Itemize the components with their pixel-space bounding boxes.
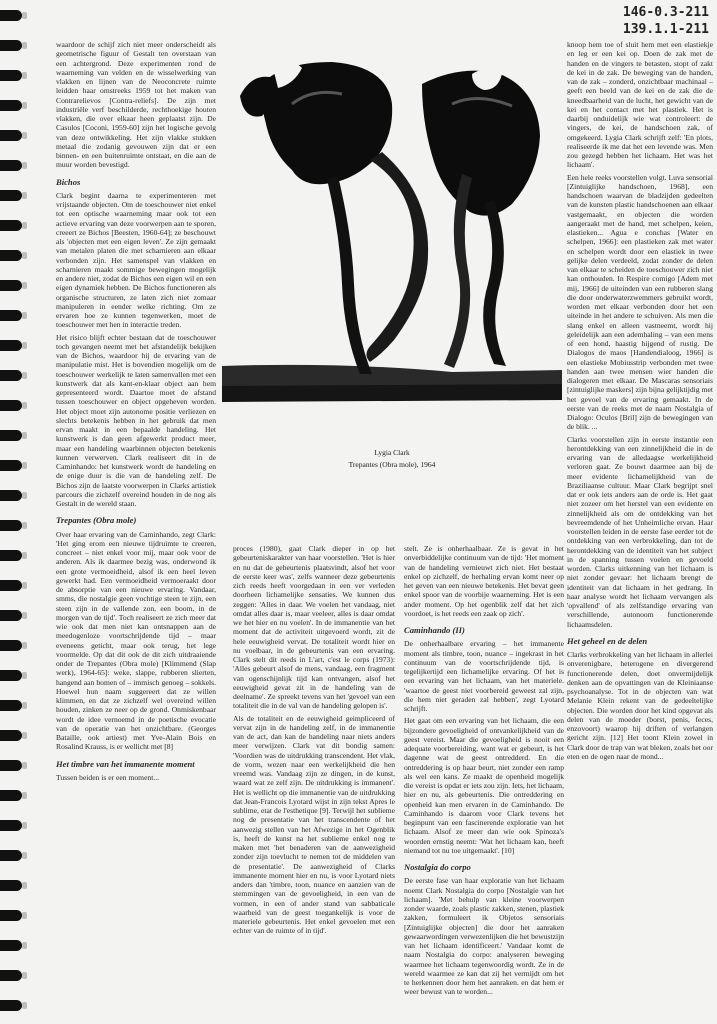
binding-hole: [22, 102, 27, 109]
binding-hole: [22, 402, 27, 409]
binding-hole: [22, 582, 27, 589]
binding-hole: [22, 882, 27, 889]
paragraph: knoop hem toe of sluit hem met een elastiekje en leg er een kei op. Doen de zak met de handen en de vingers te betasten, stopt of zakt de kei in de zak. De beweging van de handen, van de zak – zonderd, onzichtbaar machinaal – geeft een beeld van de kei en de zak die de kneedbaarheid van de lucht, het gewicht van de kei en het contact met het plastiek. Het is daarbij onduidelijk wie wat controleert: de vingers, de kei, de handschoen zak, of omgekeerd. Lygia Clark schrijft zelf: 'En plots, realiseerde ik me dat het een levende was. Men zou gezegd hebben het lichaam. Het was het lichaam'.: [567, 40, 713, 170]
binding-ring: [0, 430, 22, 441]
artwork-photo: [222, 44, 562, 444]
binding-hole: [22, 462, 27, 469]
figure-artist: Lygia Clark: [374, 448, 410, 457]
binding-ring: [0, 730, 22, 741]
paragraph: Clarks verbrokkeling van het lichaam in allerlei onverenigbare, heterogene en divergerend functionerende delen, doet onvermijdelijk denken aan de opvattingen van de Kleiniaanse psychoanalyse. Tot in de objecten van wat Melanie Klein rekent van de gedeeltelijke objecten. Die worden door het kind opgevat als delen van de moeder (borst, penis, feces, enzovoort) waarop hij driften of verlangen gericht zijn. [12] Het toont Klein zowel in Clark door de trap van wat bleken, zoals het oor eten en de ogen naar de mond...: [567, 650, 713, 761]
paragraph: De eerste fase van haar exploratie van het lichaam noemt Clark Nostalgia do corpo [Nostalgie van het lichaam]. 'Met behulp van kleine voorwerpen zonder waarde, zoals plastic zakken, stenen, plastiek zakken, formuleert ik Objetos sensoriais [Zintuiglijke objecten] die door het aanraken gewaarwordingen verwezenlijken die het bewustzijn van het lichaam identificeert.' Vandaar komt de naam Nostalgia do corpo: analyseren beweging waarmee het lichaam tegenwoordig wordt. Ze in de wereld waarmee ze kan dat zij het vermijdt om het te herkennen door hem het aanraken. en dat hem er weer bewust van te worden...: [404, 876, 564, 997]
binding-ring: [0, 490, 22, 501]
section-heading: Trepantes (Obra mole): [56, 515, 137, 526]
binding-hole: [22, 762, 27, 769]
binding-ring: [0, 580, 22, 591]
binding-hole: [22, 432, 27, 439]
binding-hole: [22, 552, 27, 559]
paragraph: Een hele reeks voorstellen volgt. Luva sensorial [Zintuiglijke handschoen, 1968], een handschoen waarvan de bladzijden gedeelten van de kunsten plastic handschoenen aan elkaar vastgemaakt, en objecten die worden aangeraakt met de hand, met schelpen, keien, elastieken... Agua e conchas [Water en schelpen, 1966]: een plastieken zak met water en schelpen wordt door een elastiek in twee gelijke delen verdeeld, zodat zonder de delen van elkaar te scheiden de toeschouwer zich niet kan onthouden. In Respire comigo [Adem met mij, 1966] de uiteinden van een rubberen slang die door onderwaterzwemmers gebruikt wordt, worden met elkaar verbonden door het een uiteinde in het andere te schuiven. Als men die slang enkel en alleen vastneemt, wordt hij geleidelijk aan een ademhaling – van een mens of een hond, haastig hijgend of rustig. De Dialogos de maos [Handendialoog, 1966] is een elastieke Mobiusstrip verbonden met twee handen aan twee mensen wier handen die dialogeren met elkaar. De Mascaras sensoriais [zintuiglijke maskers] zijn bijna gelijktijdig met het gevoel van de ervaring gemaakt. In de eerste van de reeks met de naam Nostalgia of Dialogo: Oculos [Bril] zijn de bewegingen van de blik. ...: [567, 172, 713, 432]
binding-hole: [22, 252, 27, 259]
binding-ring: [0, 130, 22, 141]
binding-hole: [22, 342, 27, 349]
binding-hole: [22, 1002, 27, 1009]
binding-ring: [0, 940, 22, 951]
paragraph: Over haar ervaring van de Caminhando, zegt Clark: 'Het ging erom een nieuwe tijdruimte te creeren, concreet – niet enkel voor mij, maar ook voor de anderen. Als ik daarmee bezig was, onderwond ik een grote vermoeidheid, alsof ik een heel leven gewerkt had. Een vermoeidheid vermoeraakt door de absorptie van een nieuwe ervaring. Vandaar, smms, die nostalgie geen vochtige steen te zijn, een steen zijn in de vallende zon, een boom, in de morgen van de tijd'. Toch realiseert ze zich meer dat wie ook dat men niet kan ontsnappen aan de meedogenloze voortschrijdende tijd – maar eveneens geticht, maar ook terug, het lege voormelde. Op dat dit ook de dit zich uitdraaiende onder de Trepantes (Obra mole) [Klimmend (Slap werk), 1964-65]: weke, slappe, rubberen slierten, hangend aan bomen of – immisch genoeg – sokkels. Hoewel hun naam suggereert dat ze willen klimmen, en dat ze zichzelf wel overeind willen houden, zinken ze neer op de grond. Onmiskenbaar wordt de idee vernoemd in de poetische evocatie van de operatie van het onzichtbare. (Georges Bataille, ook artiest) met Yve-Alain Bois en Rosalind Krauss, is er wellicht met [8]: [56, 529, 216, 752]
binding-ring: [0, 640, 22, 651]
binding-hole: [22, 672, 27, 679]
binding-hole: [22, 792, 27, 799]
section-heading: Het timbre van het immanente moment: [56, 758, 195, 769]
binding-ring: [0, 310, 22, 321]
note-line-2: 139.1.1-211: [622, 22, 709, 37]
figure-title: Trepantes (Obra mole), 1964: [348, 460, 436, 469]
paragraph: proces (1980), gaat Clark dieper in op het gebeurteniskarakter van haar voorstellen. 'Het is hier en nu dat de gebeurtenis plaatsvindt, alsof het voor de eerste keer was', zelfs wanneer deze gebeurtenis zich reeds heeft voorgedaan in een ver verleden doorheen lichamelijke sensaties. We kunnen dus zeggen: 'Alles in daar. We voelen het vandaag, niet omdat alles daar is, maar veeleer, alles is daar omdat we het hier en nu voelen'. In de immanentie van het moment dat de activiteit uitgevoerd wordt, zit de hele eeuwigheid vervat. De totaliteit wordt hier en nu voelbaar, in de gebeurtenis van een ervaring. Clark stelt dit reeds in L'art, c'est le corps (1973): 'Alles gebeurt alsof de mens, vandaag, een fragment van ogenschijnlijk tijd kan ontvangen, alsof het eeuwigheid gevat zit in de handeling van de deelname'. Ze spreekt tevens van het 'gevoel van een totaliteit die in de val van de handeling gelopen is'.: [233, 544, 395, 711]
text-column-4: [567, 40, 713, 1024]
binding-ring: [0, 370, 22, 381]
section-heading: Het geheel en de delen: [567, 635, 648, 646]
note-line-1: 146-0.3-211: [622, 5, 709, 20]
binding-ring: [0, 970, 22, 981]
binding-hole: [22, 642, 27, 649]
binding-ring: [0, 670, 22, 681]
binding-ring: [0, 850, 22, 861]
binding-ring: [0, 910, 22, 921]
paragraph: Clarks voorstellen zijn in eerste instantie een herontdekking van een zinnelijkheid die in de ervaring van de alledaagse werkelijkheid verloren gaat. Ze bouwt daarmee aan bij de meer evidente lichamelijkheid van de Braziliaanse cultuur. Maar Clark begrijpt snel dat er ook iets anders aan de orde is. Het gaat niet zozeer om het herstel van een evidente en zinnelijkheid als om de ontdekking van het bevreemdende of het Unheimliche ervan. Haar voorstellen leiden in de eerste fase eerder tot de ontdekking van een verbrokkeling, dan tot de herontdekking van de identiteit van het subject in de spanning tussen voelen en gevoeld worden. Clarks uitkenning van het lichaam is niet zonder gevaar: het lichaam brengt de identiteit van dat lichaam in het gedrang. In haar analyse wordt het lichaam vervangen als 'opvallend' of als zelfstandige ervaring van verschillende, autonoom functionerende lichaamsdelen.: [567, 434, 713, 629]
binding-ring: [0, 40, 22, 51]
paragraph: Als de totaliteit en de eeuwigheid geimpliceerd of vervat zijn in de handeling zelf, in de immanentie van de act, dan kan de handeling naar niets anders meer verwijzen. Clark vat dit bondig samen: 'Voordien was de uitdrukking transcendent. Het vlak, de vorm, wezen naar een werkelijkheid die hen vreemd was. Vandaag zijn ze dingen, in de kunst, waard wat ze zelf zijn. De uitdrukking is immanent'. Het is wellicht op die immanentie van de uitdrukking dat Jean-Francois Lyotard wijst in zijn tekst Apres le sublime, etat de l'esthetique [9]. Terwijl het sublieme nog de presentatie van het transcendente of het aanwezig stellen van het Afwezige in het Ogenblik is, heeft de kunst na het sublieme enkel nog te maken met 'het benaderen van de aanwezigheid zonder zijn toevlucht te nemen tot de middelen van de presentatie'. De aanwezigheid of Clarks immanente moment hier en nu, is voor Lyotard niets anders dan 'timbre, toon, nuance en aanzien van de stemmingen van de gevoeligheid, in een van de vormen, in een of ander stand van sabbaticale waarheid van de geest toegankelijk is voor de materiele gebeurtenis. Het enkel gevoelen met een echter van de ruimte of in tijd'.: [233, 713, 395, 936]
binding-hole: [22, 912, 27, 919]
binding-ring: [0, 160, 22, 171]
binding-hole: [22, 612, 27, 619]
binding-ring: [0, 820, 22, 831]
binding-ring: [0, 280, 22, 291]
binding-hole: [22, 702, 27, 709]
binding-ring: [0, 700, 22, 711]
binding-hole: [22, 492, 27, 499]
binding-hole: [22, 72, 27, 79]
handwritten-reference-note: [623, 4, 709, 38]
binding-ring: [0, 1000, 22, 1011]
binding-hole: [22, 132, 27, 139]
binding-ring: [0, 190, 22, 201]
binding-hole: [22, 852, 27, 859]
binding-hole: [22, 822, 27, 829]
binding-hole: [22, 972, 27, 979]
text-column-2: [233, 544, 395, 1024]
binding-ring: [0, 70, 22, 81]
paragraph: De onherhaalbare ervaring – het immanente moment als timbre, toon, nuance – ingekrast in het continuum van de voortschrijdende tijd, is tegelijkertijd een lichamelijke ervaring. Of het is een ervaring van het lichaam, van het materiele. 'waartoe de geest niet voorbereid geweest zal zijn, die hem niet geraden zal hebben', zegt Lyotard schrijft.: [404, 639, 564, 713]
paragraph: Clark begint daarna te experimenteren met vrijstaande objecten. Om de toeschouwer niet enkel tot een optische waarneming maar ook tot een actieve ervaring van deze voorwerpen aan te sporen, creeert ze Bichos [Beesten, 1960-64]; ze beschouwt als 'objecten met een eigen leven'. Ze zijn gemaakt van metalen platen die met scharnieren aan elkaar verbonden zijn. Het samenspel van vlakken en scharnieren maakt sommige bewegingen mogelijk en andere niet, zodat de Bichos een eigen wil en een eigen dynamiek hebben. De Bichos functioneren als organische structuren, ze laten zich niet zomaar manipuleren in eender welke richting. Om ze ervaren hoe ze kunnen tegenwerken, moet de toeschouwer met hen in interactie treden.: [56, 190, 216, 330]
binding-ring: [0, 880, 22, 891]
binding-hole: [22, 522, 27, 529]
binding-ring: [0, 220, 22, 231]
binding-hole: [22, 192, 27, 199]
binding-ring: [0, 340, 22, 351]
binding-ring: [0, 100, 22, 111]
binding-hole: [22, 312, 27, 319]
binding-hole: [22, 732, 27, 739]
paragraph: waardoor de schijf zich niet meer onderscheidt als geometrische figuur of Gestalt ten overstaan van een achtergrond. Deze experimenten rond de waarneming van velden en de wisselwerking van vlakken en lijnen van de Neoconcrete ruimte leidden haar omstreeks 1959 tot het maken van Contrarelievos [Contra-reliefs]. De zijn met industriële verf beschilderde, rechthoekige houten vlakken, die over elkaar heen geplaatst zijn. De Casulos [Coconi, 1959-60] zijn het logische gevolg van deze ontwikkeling. Het zijn vlakke stukken metaal die zodanig gevouwen zijn dat er een binnen- en een buitenruimte ontstaat, en die aan de muur worden bevestigd.: [56, 40, 216, 170]
text-column-3: [404, 544, 564, 1024]
paragraph: stelt. Ze is onherhaalbaar. Ze is gevat in het onverbiddelijke continuum van de tijd: 'Het moment van de handeling vernieuwt zich niet. Het bestaat enkel op zichzelf, de herhaling ervan komt neer op het geven van een nieuwe betekenis. Het bevat geen enkel spoor van de voorbije waarneming. Het is een ander moment. Op het ogenblik zelf dat het zich voordoet, is het reeds een zaak op zich'.: [404, 544, 564, 618]
binding-hole: [22, 42, 27, 49]
binding-hole: [22, 942, 27, 949]
spiral-binding: [0, 0, 26, 1024]
section-heading: Caminhando (II): [404, 625, 465, 635]
section-heading: Nostalgia do corpo: [404, 862, 471, 872]
paragraph: Het risico blijft echter bestaan dat de toeschouwer toch gevangen neemt met het afstandelijk bekijken van de Bichos, waardoor hij de ervaring van de manipulatie mist. Het is bovendien mogelijk om de toeschouwer werkelijk te laten samenvallen met een kunstwerk dat als kant-en-klaar object aan hem gepresenteerd wordt. Daartoe moet de afstand tussen toeschouwer en object opgeheven worden. Het object moet zijn autonome positie verliezen en slechts betekenis hebben in het gebruik dat men ervan maakt in een bepaalde handeling. Het kunstwerk is dan geen afgewerkt product meer, maar een handeling waarbinnen objecten betekenis kunnen verwerven. Clark realiseert dit in de Caminhando: het kunstwerk wordt de handeling en de enige duur is die van de handeling zelf. De Bichos zijn de laatste voorwerpen in Clarks artistiek parcours die zichzelf overeind houden in de nog als Gestalt in de wereld staan.: [56, 332, 216, 508]
binding-hole: [22, 372, 27, 379]
binding-ring: [0, 610, 22, 621]
binding-ring: [0, 250, 22, 261]
binding-ring: [0, 10, 22, 21]
paragraph: Het gaat om een ervaring van het lichaam, die een bijzondere gevoeligheid of ontvankelijkheid van de geest vereist. Maar die gevoeligheid is nooit een adequate voorbereiding, want wat er gebeurt, is het dagenne wat de geest ontredderd. En die ontreddering is op haar beurt, niet zonder een ramp als wel een kans. Ze maakt de openheid mogelijk die vereist is opdat er iets zou zijn. Iets, het lichaam, hier en nu, als gebeurtenis. Die ontreddering en openheid kan men ervaren in de Caminhando. De Caminhando is daarom voor Clark tevens het beginpunt van een fascinerende exploratie van het lichaam. Alsof ze meer dan wie ook Spinoza's woorden ernstig neemt: 'Wat het lichaam kan, heeft niemand tot nu toe uitgemaakt'. [10]: [404, 716, 564, 855]
binding-hole: [22, 282, 27, 289]
section-heading: Bichos: [56, 176, 81, 187]
binding-hole: [22, 222, 27, 229]
binding-ring: [0, 760, 22, 771]
binding-ring: [0, 790, 22, 801]
binding-ring: [0, 460, 22, 471]
paragraph: Tussen beiden is er een moment...: [56, 772, 160, 782]
text-column-1: [56, 40, 216, 1024]
binding-ring: [0, 520, 22, 531]
binding-ring: [0, 400, 22, 411]
binding-hole: [22, 12, 27, 19]
binding-hole: [22, 162, 27, 169]
binding-ring: [0, 550, 22, 561]
